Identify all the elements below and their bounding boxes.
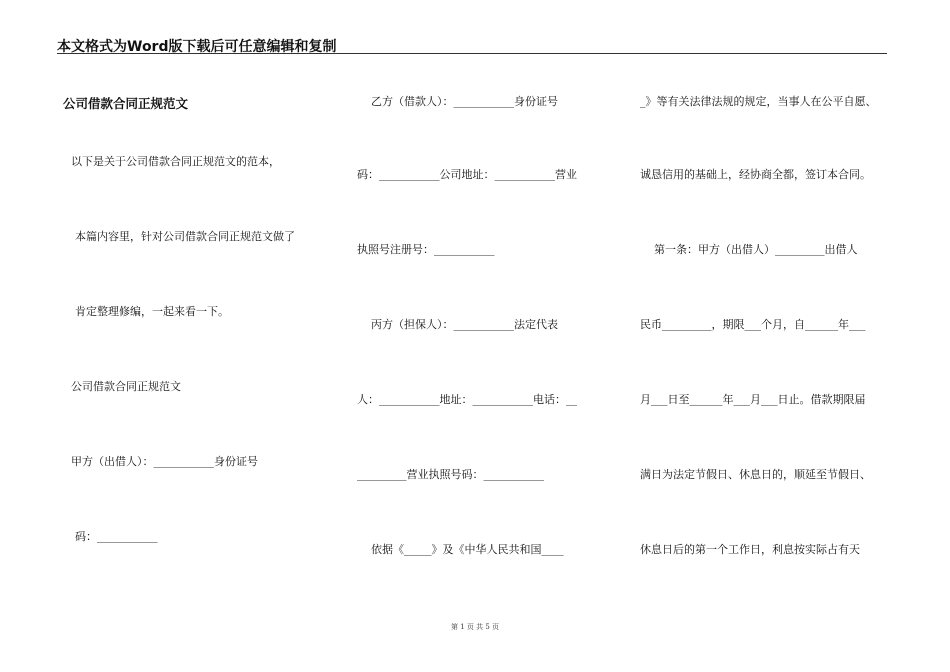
text-line: 甲方（出借人）：___________身份证号 [57, 455, 258, 468]
text-column-1 [57, 0, 327, 672]
text-line: 第一条：甲方（出借人）_________出借人 [640, 243, 858, 256]
text-line: 休息日后的第一个工作日，利息按实际占有天 [640, 543, 860, 556]
text-line: 本篇内容里，针对公司借款合同正规范文做了 [75, 230, 295, 243]
text-line: _________营业执照号码：___________ [357, 468, 544, 481]
document-title: 公司借款合同正规范文 [63, 96, 189, 111]
text-line: 码：___________ [75, 530, 158, 543]
text-line: 码：___________公司地址：___________营业 [357, 168, 577, 181]
text-line: _》等有关法律法规的规定，当事人在公平自愿、 [640, 95, 877, 108]
text-line: 肯定整理修编，一起来看一下。 [75, 305, 229, 318]
text-line: 人：___________地址：___________电话：__ [357, 393, 577, 406]
text-line: 乙方（借款人）：___________身份证号 [357, 95, 558, 108]
text-line: 以下是关于公司借款合同正规范文的范本， [57, 155, 280, 168]
text-column-2 [357, 0, 607, 672]
header-text: 本文格式为Word版下载后可任意编辑和复制 [57, 39, 337, 55]
text-line: 满日为法定节假日、休息日的，顺延至节假日、 [640, 468, 871, 481]
text-column-3 [640, 0, 895, 672]
text-line: 民币_________，期限___个月，自______年___ [640, 318, 866, 331]
text-line: 月___日至______年___月___日止。借款期限届 [640, 393, 866, 406]
text-line: 公司借款合同正规范文 [57, 380, 181, 393]
text-line: 依据《_____》及《中华人民共和国____ [357, 543, 564, 556]
text-line: 执照号注册号：___________ [357, 243, 495, 256]
text-line: 丙方（担保人）：___________法定代表 [357, 318, 558, 331]
page-footer: 第 1 页 共 5 页 [450, 623, 500, 631]
text-line: 诚恳信用的基础上，经协商全都，签订本合同。 [640, 168, 871, 181]
